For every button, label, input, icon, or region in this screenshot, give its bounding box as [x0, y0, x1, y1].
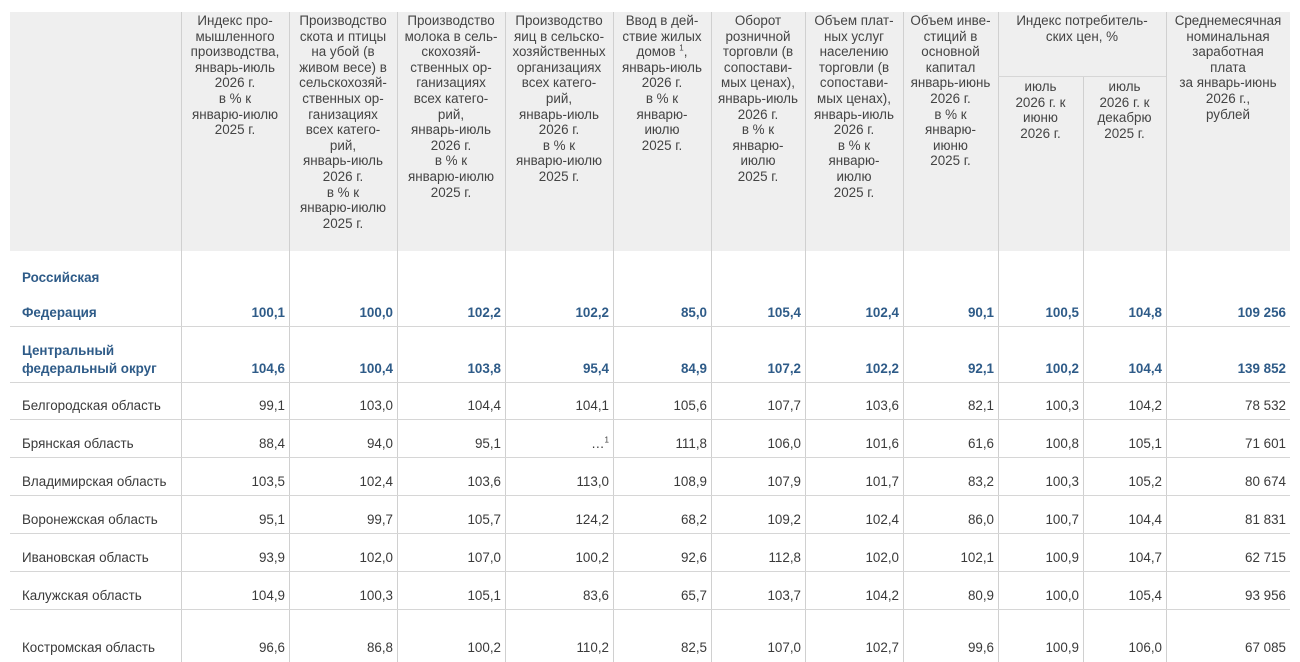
column-divider	[1083, 76, 1084, 662]
table-cell: 100,5	[1045, 305, 1079, 320]
table-cell: 100,9	[1045, 550, 1079, 565]
table-cell: 86,8	[366, 640, 393, 655]
column-header: Оборот розничной торговли (в сопостави- мых ценах), январь-июль 2026 г. в % к январю- июлю 2025 г.	[711, 12, 805, 251]
row-divider	[10, 571, 1290, 572]
table-cell: 102,2	[865, 361, 899, 376]
row-divider	[10, 533, 1290, 534]
table-cell: 105,2	[1128, 474, 1162, 489]
table-cell: 104,6	[251, 361, 285, 376]
table-cell: 104,4	[1128, 361, 1162, 376]
table-cell: 85,0	[680, 305, 707, 320]
table-cell: 124,2	[575, 512, 609, 527]
table-cell: 102,4	[865, 305, 899, 320]
table-cell: 83,6	[582, 588, 609, 603]
row-region-name: Владимирская область	[22, 473, 167, 489]
table-cell: …$^1$	[591, 435, 609, 451]
table-cell: 100,7	[1045, 512, 1079, 527]
table-cell: 109 256	[1237, 305, 1286, 320]
table-cell: 100,2	[467, 640, 501, 655]
table-cell: 100,0	[359, 305, 393, 320]
column-header: Ввод в дей- ствие жилых домов $^1$, январь-июль 2026 г. в % к январю- июлю 2025 г.	[613, 12, 711, 251]
column-divider	[289, 12, 290, 662]
table-cell: 104,9	[251, 588, 285, 603]
table-cell: 103,8	[467, 361, 501, 376]
table-cell: 109,2	[767, 512, 801, 527]
row-divider	[10, 495, 1290, 496]
table-cell: 108,9	[673, 474, 707, 489]
table-cell: 105,1	[1128, 436, 1162, 451]
table-cell: 65,7	[680, 588, 707, 603]
table-cell: 100,2	[575, 550, 609, 565]
table-cell: 92,1	[967, 361, 994, 376]
column-divider	[613, 12, 614, 662]
table-cell: 104,1	[575, 398, 609, 413]
table-cell: 100,4	[359, 361, 393, 376]
table-cell: 103,0	[359, 398, 393, 413]
table-cell: 102,7	[865, 640, 899, 655]
table-cell: 100,1	[251, 305, 285, 320]
table-cell: 104,2	[1128, 398, 1162, 413]
cpi-group-divider	[998, 76, 1166, 77]
table-cell: 96,6	[258, 640, 285, 655]
table-cell: 107,9	[767, 474, 801, 489]
table-cell: 112,8	[768, 550, 801, 565]
table-cell: 80 674	[1245, 474, 1286, 489]
table-cell: 105,1	[467, 588, 501, 603]
table-cell: 102,1	[960, 550, 994, 565]
table-cell: 71 601	[1245, 436, 1286, 451]
table-cell: 84,9	[680, 361, 707, 376]
table-cell: 100,3	[1045, 474, 1079, 489]
table-cell: 110,2	[576, 640, 609, 655]
table-cell: 83,2	[967, 474, 994, 489]
table-cell: 88,4	[258, 436, 285, 451]
table-cell: 101,7	[865, 474, 899, 489]
table-cell: 62 715	[1245, 550, 1286, 565]
column-subheader-cpi: июль 2026 г. к июню 2026 г.	[998, 76, 1083, 251]
table-cell: 103,6	[467, 474, 501, 489]
column-header: Объем инве- стиций в основной капитал январь-июнь 2026 г. в % к январю- июню 2025 г.	[903, 12, 998, 251]
row-divider	[10, 419, 1290, 420]
table-cell: 81 831	[1245, 512, 1286, 527]
row-divider	[10, 609, 1290, 610]
column-subheader-cpi: июль 2026 г. к декабрю 2025 г.	[1083, 76, 1166, 251]
table-cell: 100,3	[1045, 398, 1079, 413]
table-cell: 102,0	[359, 550, 393, 565]
table-cell: 104,4	[1128, 512, 1162, 527]
table-cell: 86,0	[967, 512, 994, 527]
table-cell: 107,0	[467, 550, 501, 565]
table-cell: 100,0	[1045, 588, 1079, 603]
row-divider	[10, 382, 1290, 383]
table-cell: 78 532	[1245, 398, 1286, 413]
column-header: Производство яиц в сельско- хозяйственных организациях всех катего- рий, январь-июль 2026 г. в % к январю-июлю 2025 г.	[505, 12, 613, 251]
column-divider	[998, 12, 999, 662]
row-divider	[10, 457, 1290, 458]
table-cell: 101,6	[865, 436, 899, 451]
table-cell: 104,7	[1128, 550, 1162, 565]
table-cell: 95,1	[474, 436, 501, 451]
table-cell: 93,9	[258, 550, 285, 565]
table-cell: 99,6	[967, 640, 994, 655]
row-region-name: Центральный федеральный округ	[22, 343, 157, 376]
column-header: Производство молока в сель- скохозяй- ственных ор- ганизациях всех катего- рий, январь-июль 2026 г. в % к январю-июлю 2025 г.	[397, 12, 505, 251]
table-cell: 102,4	[359, 474, 393, 489]
table-cell: 68,2	[680, 512, 707, 527]
table-cell: 100,8	[1045, 436, 1079, 451]
row-region-name: Калужская область	[22, 587, 142, 603]
table-cell: 80,9	[967, 588, 994, 603]
table-cell: 104,2	[865, 588, 899, 603]
table-cell: 105,6	[673, 398, 707, 413]
table-cell: 102,0	[865, 550, 899, 565]
table-cell: 102,2	[467, 305, 501, 320]
column-divider	[181, 12, 182, 662]
column-header: Индекс про- мышленного производства, январь-июль 2026 г. в % к январю-июлю 2025 г.	[181, 12, 289, 251]
table-cell: 102,2	[575, 305, 609, 320]
row-region-name: Ивановская область	[22, 549, 149, 565]
table-cell: 106,0	[767, 436, 801, 451]
table-cell: 100,3	[359, 588, 393, 603]
table-cell: 103,5	[251, 474, 285, 489]
table-cell: 95,1	[258, 512, 285, 527]
table-cell: 100,2	[1045, 361, 1079, 376]
table-cell: 94,0	[366, 436, 393, 451]
row-region-name: Российская Федерация	[22, 269, 100, 320]
table-cell: 107,2	[767, 361, 801, 376]
table-cell: 93 956	[1245, 588, 1286, 603]
column-divider	[711, 12, 712, 662]
column-divider	[903, 12, 904, 662]
table-cell: 103,6	[865, 398, 899, 413]
header-corner	[10, 12, 181, 251]
table-cell: 82,1	[967, 398, 994, 413]
column-divider	[397, 12, 398, 662]
column-header-salary: Среднемесячная номинальная заработная плата за январь-июнь 2026 г., рублей	[1166, 12, 1290, 251]
table-cell: 95,4	[582, 361, 609, 376]
row-region-name: Воронежская область	[22, 511, 158, 527]
column-header: Объем плат- ных услуг населению торговли (в сопостави- мых ценах), январь-июль 2026 г. в % к январю- июлю 2025 г.	[805, 12, 903, 251]
table-cell: 82,5	[680, 640, 707, 655]
row-region-name: Костромская область	[22, 639, 156, 655]
table-cell: 99,7	[366, 512, 393, 527]
table-cell: 105,7	[467, 512, 501, 527]
column-header-cpi-group: Индекс потребитель- ских цен, %	[998, 12, 1166, 76]
table-cell: 90,1	[967, 305, 994, 320]
table-cell: 104,8	[1128, 305, 1162, 320]
table-cell: 100,9	[1045, 640, 1079, 655]
table-cell: 105,4	[1128, 588, 1162, 603]
table-cell: 92,6	[680, 550, 707, 565]
column-divider	[805, 12, 806, 662]
table-cell: 67 085	[1245, 640, 1286, 655]
row-region-name: Белгородская область	[22, 397, 161, 413]
table-cell: 113,0	[576, 474, 609, 489]
table-cell: 107,0	[767, 640, 801, 655]
column-header: Производство скота и птицы на убой (в живом весе) в сельскохозяй- ственных ор- ганизациях всех катего- рий, январь-июль 2026 г. в % к январю-июлю 2025 г.	[289, 12, 397, 251]
table-cell: 99,1	[258, 398, 285, 413]
table-cell: 106,0	[1128, 640, 1162, 655]
column-divider	[1166, 12, 1167, 662]
table-cell: 111,8	[675, 436, 707, 451]
column-divider	[505, 12, 506, 662]
table-cell: 107,7	[767, 398, 801, 413]
table-cell: 61,6	[967, 436, 994, 451]
table-cell: 105,4	[767, 305, 801, 320]
table-cell: 104,4	[467, 398, 501, 413]
row-divider	[10, 326, 1290, 327]
table-cell: 139 852	[1237, 361, 1286, 376]
table-cell: 103,7	[767, 588, 801, 603]
row-region-name: Брянская область	[22, 435, 134, 451]
table-cell: 102,4	[865, 512, 899, 527]
